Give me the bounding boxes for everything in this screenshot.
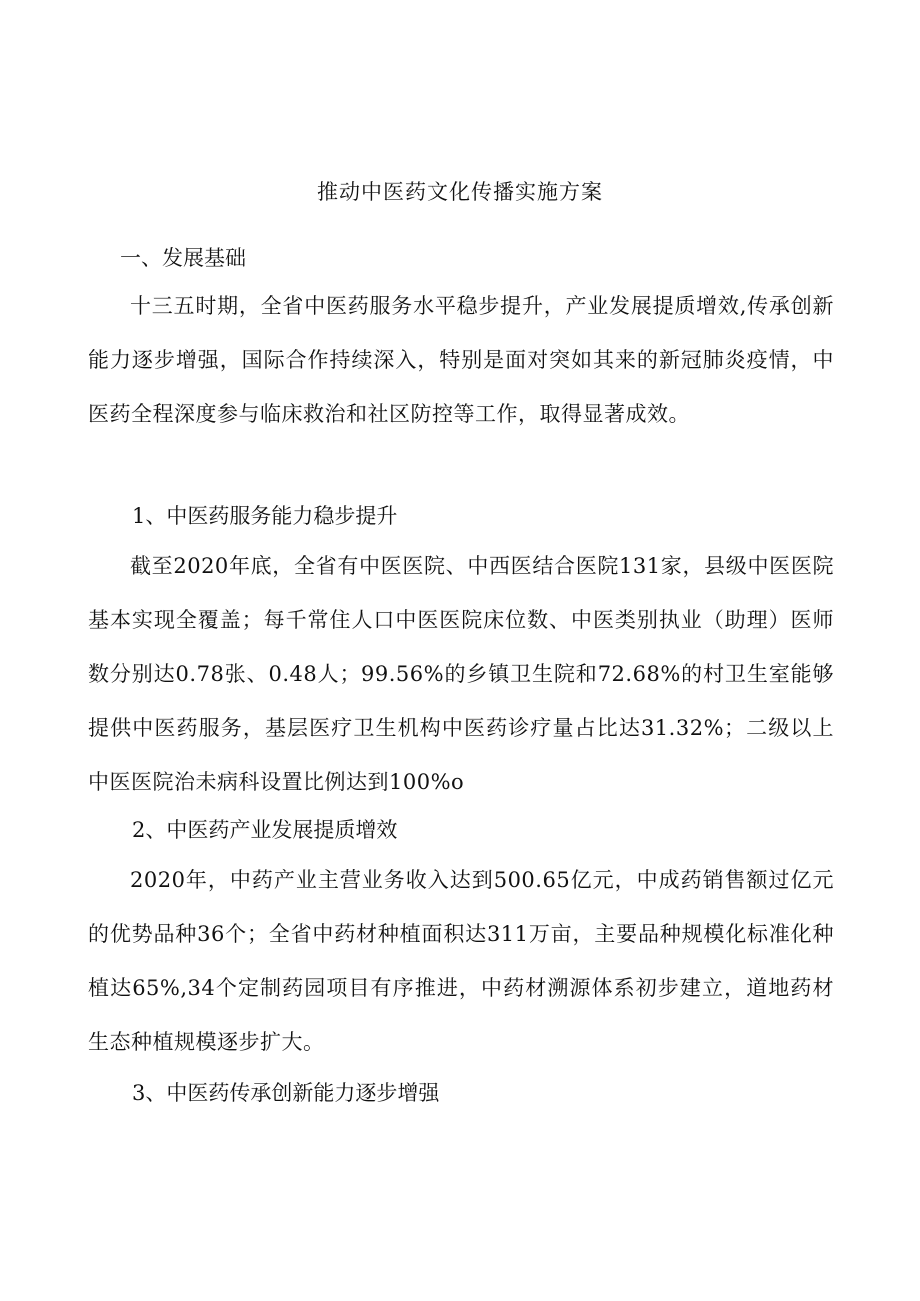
- subsection-paragraph-service-capacity: 截至2020年底，全省有中医医院、中西医结合医院131家，县级中医医院基本实现全覆盖；每千常住人口中医医院床位数、中医类别执业（助理）医师数分别达0.78张、0.48人；99.56%的乡镇卫生院和72.68%的村卫生室能够提供中医药服务，基层医疗卫生机构中医药诊疗量占比达31.32%；二级以上中医医院治未病科设置比例达到100%o: [88, 554, 834, 794]
- section-heading-development-basis: 一、发展基础: [120, 246, 246, 270]
- document-title: 推动中医药文化传播实施方案: [317, 180, 603, 204]
- subsection-heading-innovation-capacity: 3、中医药传承创新能力逐步增强: [132, 1081, 440, 1105]
- subsection-heading-industry-development: 2、中医药产业发展提质增效: [132, 818, 398, 842]
- section-intro-paragraph: 十三五时期，全省中医药服务水平稳步提升，产业发展提质增效,传承创新能力逐步增强，国际合作持续深入，特别是面对突如其来的新冠肺炎疫情，中医药全程深度参与临床救治和社区防控等工作，取得显著成效。: [88, 294, 834, 426]
- subsection-heading-service-capacity: 1、中医药服务能力稳步提升: [132, 504, 398, 528]
- subsection-paragraph-industry-development: 2020年，中药产业主营业务收入达到500.65亿元，中成药销售额过亿元的优势品种36个；全省中药材种植面积达311万亩，主要品种规模化标准化种植达65%,34个定制药园项目有序推进，中药材溯源体系初步建立，道地药材生态种植规模逐步扩大。: [88, 868, 834, 1054]
